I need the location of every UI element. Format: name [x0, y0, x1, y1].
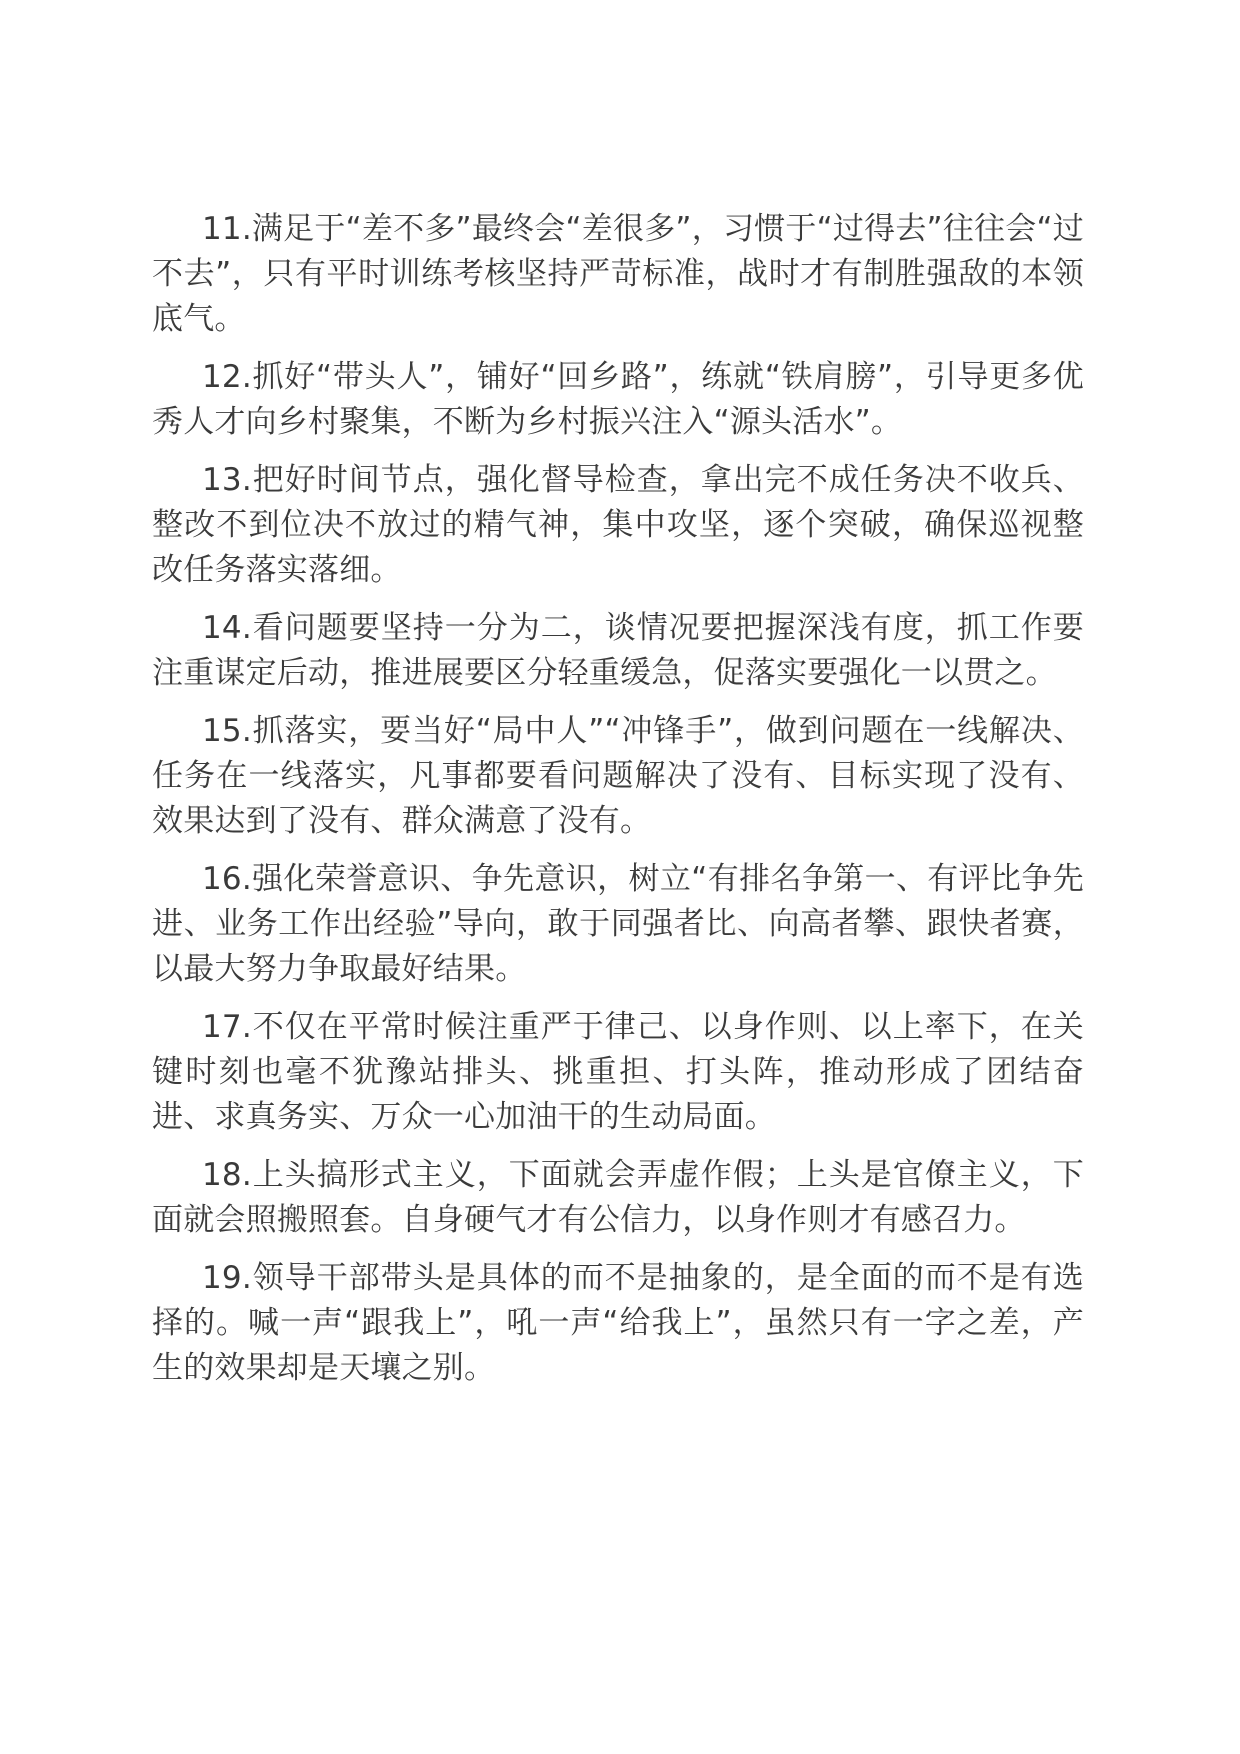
- paragraph-18: 18.上头搞形式主义，下面就会弄虚作假；上头是官僚主义，下面就会照搬照套。自身硬气才有公信力，以身作则才有感召力。: [152, 1157, 1084, 1238]
- paragraph-14: 14.看问题要坚持一分为二，谈情况要把握深浅有度，抓工作要注重谋定后动，推进展要区分轻重缓急，促落实要强化一以贯之。: [152, 610, 1084, 691]
- paragraph-19: 19.领导干部带头是具体的而不是抽象的，是全面的而不是有选择的。喊一声“跟我上”，吼一声“给我上”，虽然只有一字之差，产生的效果却是天壤之别。: [152, 1260, 1084, 1386]
- paragraph-16: 16.强化荣誉意识、争先意识，树立“有排名争第一、有评比争先进、业务工作出经验”导向，敢于同强者比、向高者攀、跟快者赛，以最大努力争取最好结果。: [152, 861, 1084, 987]
- paragraph-12: 12.抓好“带头人”，铺好“回乡路”，练就“铁肩膀”，引导更多优秀人才向乡村聚集，不断为乡村振兴注入“源头活水”。: [152, 359, 1084, 440]
- paragraph-17: 17.不仅在平常时候注重严于律己、以身作则、以上率下，在关键时刻也毫不犹豫站排头、挑重担、打头阵，推动形成了团结奋进、求真务实、万众一心加油干的生动局面。: [152, 1009, 1084, 1135]
- paragraph-11: 11.满足于“差不多”最终会“差很多”，习惯于“过得去”往往会“过不去”，只有平时训练考核坚持严苛标准，战时才有制胜强敌的本领底气。: [152, 211, 1084, 337]
- document-body: [152, 207, 1084, 1404]
- paragraph-13: 13.把好时间节点，强化督导检查，拿出完不成任务决不收兵、整改不到位决不放过的精气神，集中攻坚，逐个突破，确保巡视整改任务落实落细。: [152, 462, 1084, 588]
- paragraph-15: 15.抓落实，要当好“局中人”“冲锋手”，做到问题在一线解决、任务在一线落实，凡事都要看问题解决了没有、目标实现了没有、效果达到了没有、群众满意了没有。: [152, 713, 1084, 839]
